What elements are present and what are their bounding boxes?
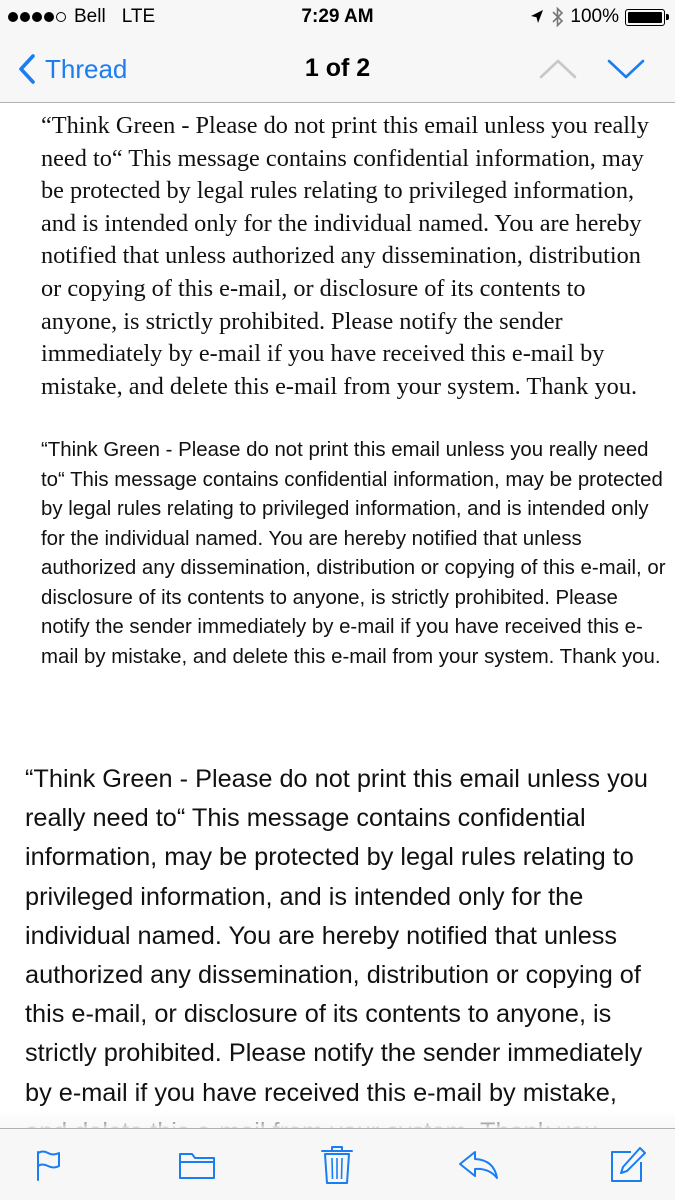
message-position-title: 1 of 2: [304, 54, 371, 82]
trash-icon: [320, 1145, 354, 1185]
flag-button[interactable]: [26, 1143, 70, 1187]
battery-percent: 100%: [570, 6, 619, 27]
status-right: [530, 6, 665, 28]
back-label: Thread: [45, 53, 128, 84]
disclaimer-serif-text: “Think Green - Please do not print this email unless you really need to“ This message contains confidential information, may be protected by legal rules relating to privileged information, and is intended only for the individual named. You are hereby notified that unless authorized any dissemination, distribution or copying of this e-mail, or disclosure of its contents to anyone, is strictly prohibited. Please notify the sender immediately by e-mail if you have received this e-mail by mistake, and delete this e-mail from your system. Thank you.: [41, 112, 649, 400]
reply-button[interactable]: [456, 1143, 500, 1187]
chevron-up-icon: [538, 56, 578, 82]
status-bar: [0, 0, 675, 40]
disclaimer-small-text: “Think Green - Please do not print this email unless you really need to“ This message contains confidential information, may be protected by legal rules relating to privileged information, and is intended only for the individual named. You are hereby notified that unless authorized any dissemination, distribution or copying of this e-mail, or disclosure of its contents to anyone, is strictly prohibited. Please notify the sender immediately by e-mail if you have received this e-mail by mistake, and delete this e-mail from your system. Thank you.: [41, 439, 666, 668]
bottom-toolbar: [0, 1128, 675, 1200]
network-label: LTE: [121, 6, 156, 27]
flag-icon: [33, 1148, 63, 1182]
move-to-folder-button[interactable]: [175, 1143, 219, 1187]
message-body[interactable]: [0, 103, 675, 1128]
location-arrow-icon: [530, 9, 544, 25]
chevron-down-icon: [606, 56, 646, 82]
bluetooth-icon: [550, 6, 566, 28]
disclaimer-large-text: “Think Green - Please do not print this email unless you really need to“ This message contains confidential information, may be protected by legal rules relating to privileged information, and is intended only for the individual named. You are hereby notified that unless authorized any dissemination, distribution or copying of this e-mail, or disclosure of its contents to anyone, is strictly prohibited. Please notify the sender immediately by e-mail if you have received this e-mail by mistake,: [25, 765, 648, 1107]
compose-button[interactable]: [606, 1143, 650, 1187]
carrier-label: Bell: [74, 6, 106, 27]
trash-button[interactable]: [315, 1143, 359, 1187]
navigation-bar: [0, 40, 675, 103]
next-message-button[interactable]: [606, 56, 646, 87]
status-time: 7:29 AM: [301, 6, 374, 27]
battery-icon: [625, 9, 665, 26]
scroll-fade: [0, 1110, 675, 1128]
previous-message-button[interactable]: [538, 56, 578, 87]
reply-icon: [457, 1149, 499, 1181]
folder-icon: [178, 1150, 216, 1180]
compose-icon: [609, 1146, 647, 1184]
